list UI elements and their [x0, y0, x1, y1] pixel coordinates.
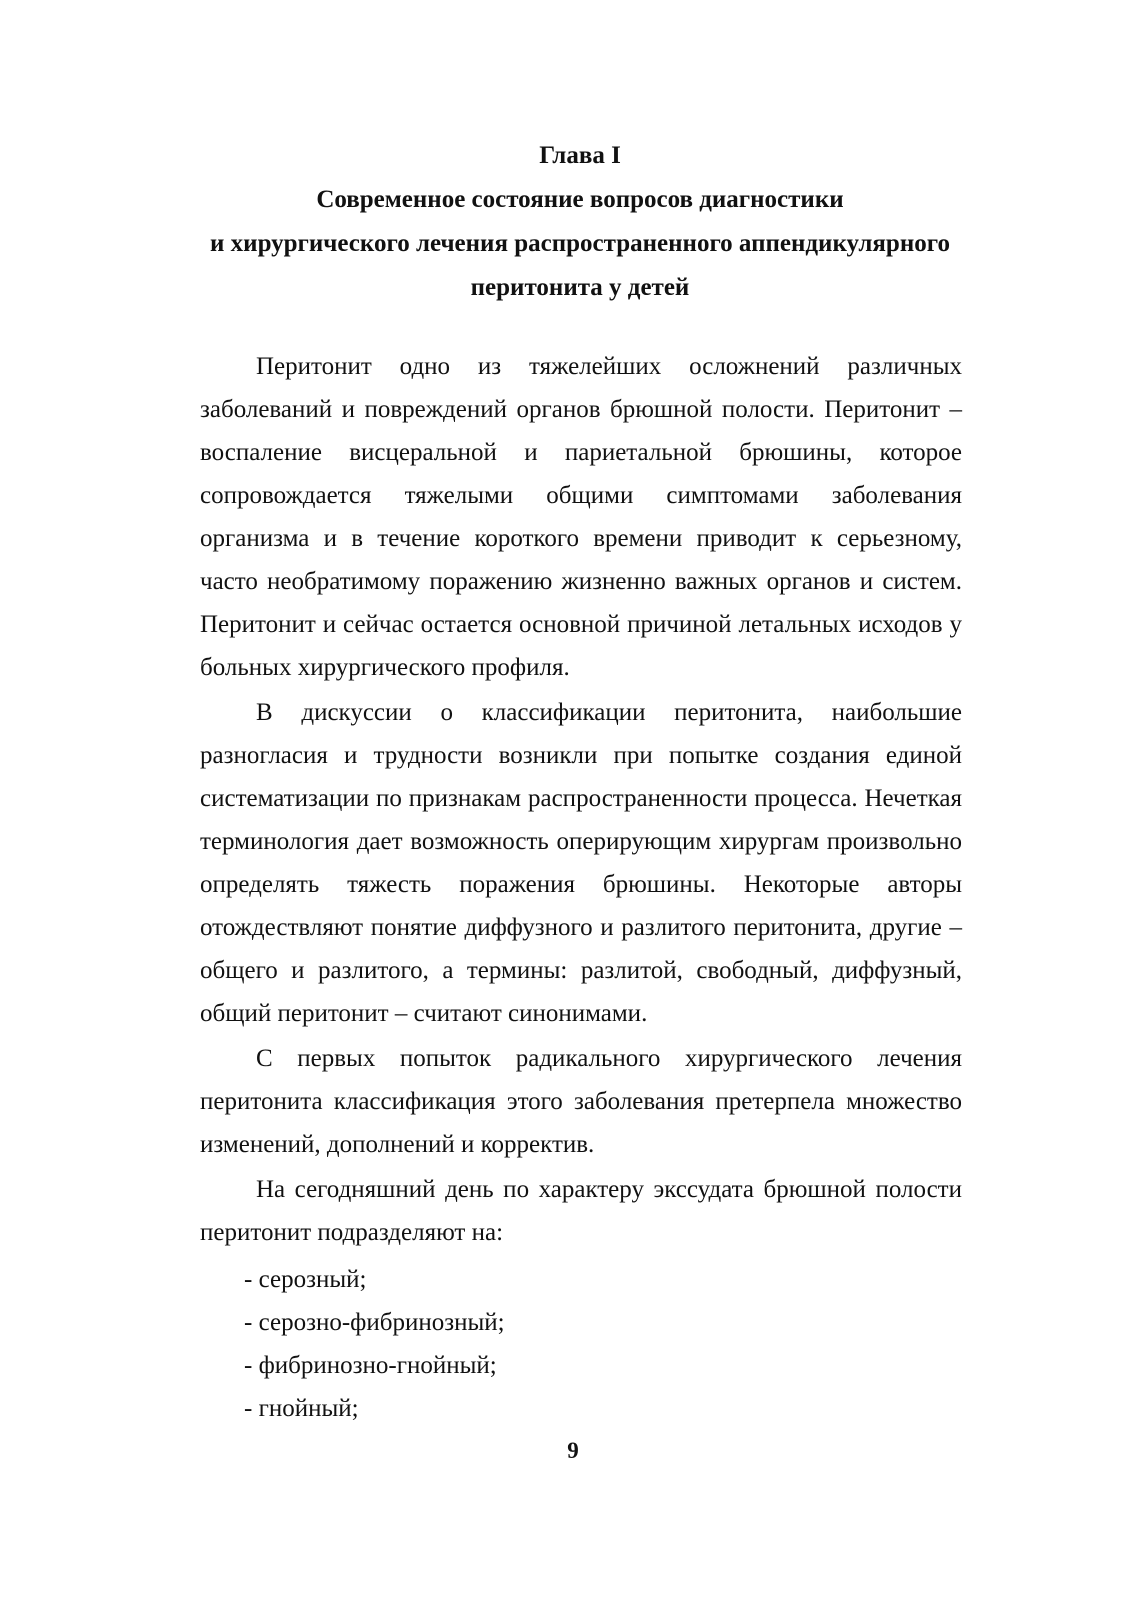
paragraph-4: На сегодняшний день по характеру экссудата брюшной полости перитонит подразделяют на: [200, 1176, 962, 1246]
chapter-heading [150, 134, 1010, 310]
paragraph-3: С первых попыток радикального хирургического лечения перитонита классификация этого заболевания претерпела множество изменений, дополнений и корректив. [200, 1045, 962, 1158]
chapter-title-line-1: Современное состояние вопросов диагностики [316, 186, 844, 213]
chapter-title-line-2: и хирургического лечения распространенного аппендикулярного [210, 230, 950, 257]
list-item: - серозно-фибринозный; [244, 1309, 505, 1336]
body-text [200, 345, 962, 1430]
page-number: 9 [567, 1438, 579, 1463]
paragraph-2: В дискуссии о классификации перитонита, наибольшие разногласия и трудности возникли при попытке создания единой систематизации по признакам распространенности процесса. Нечеткая терминология дает возможность оперирующим хирургам произвольно определять тяжесть поражения брюшины. Некоторые авторы отождествляют понятие диффузного и разлитого перитонита, другие – общего и разлитого, а термины: разлитой, свободный, диффузный, общий перитонит – считают синонимами. [200, 699, 962, 1027]
list-item: - серозный; [244, 1266, 367, 1293]
chapter-label: Глава I [539, 142, 621, 169]
chapter-title-line-3: перитонита у детей [470, 274, 690, 301]
list-item: - гнойный; [244, 1395, 359, 1422]
exudate-type-list [200, 1258, 962, 1430]
list-item: - фибринозно-гнойный; [244, 1352, 497, 1379]
paragraph-1: Перитонит одно из тяжелейших осложнений различных заболеваний и повреждений органов брюшной полости. Перитонит – воспаление висцеральной и париетальной брюшины, которое сопровождается тяжелыми общими симптомами заболевания организма и в течение короткого времени приводит к серьезному, часто необратимому поражению жизненно важных органов и систем. Перитонит и сейчас остается основной причиной летальных исходов у больных хирургического профиля. [200, 353, 962, 681]
